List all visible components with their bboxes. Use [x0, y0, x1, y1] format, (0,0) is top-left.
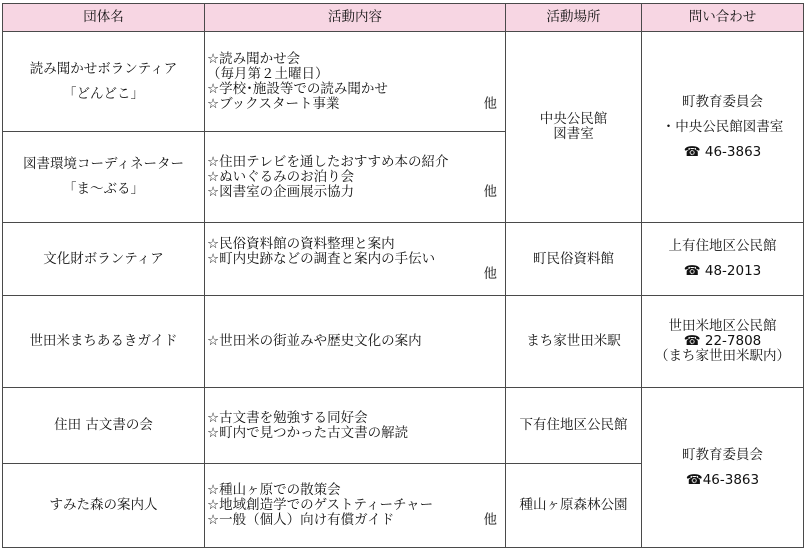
contact-cell	[642, 223, 804, 296]
activity-item: ☆ぬいぐるみのお泊り会	[207, 168, 355, 185]
activity-item: ☆古文書を勉強する同好会	[207, 409, 368, 426]
activity-item: ☆町内史跡などの調査と案内の手伝い	[207, 250, 436, 267]
group-name-cell	[3, 132, 205, 223]
place-name: 図書室	[553, 126, 594, 142]
phone-icon: ☎	[683, 143, 701, 160]
phone-number: 22-7808	[704, 333, 762, 349]
activity-cell	[205, 296, 506, 388]
activity-item: （毎月第２土曜日）	[207, 65, 329, 82]
activity-item: ☆図書室の企画展示協力	[207, 183, 355, 200]
activity-item: ☆世田米の街並みや歴史文化の案内	[207, 333, 422, 349]
group-name: すみた森の案内人	[49, 497, 158, 513]
activity-cell	[205, 388, 506, 464]
place-cell	[506, 296, 642, 388]
activity-cell	[205, 132, 506, 223]
activity-item: ☆民俗資料館の資料整理と案内	[207, 235, 395, 252]
etc-suffix: 他	[483, 265, 497, 282]
phone-icon: ☎	[685, 471, 703, 488]
contact-cell	[642, 32, 804, 223]
header-group-name: 団体名	[3, 4, 205, 32]
activity-item: ☆地域創造学でのゲストティーチャー	[207, 497, 434, 513]
group-name: 文化財ボランティア	[43, 250, 164, 267]
contact-org: ・中央公民館図書室	[661, 118, 784, 135]
activity-item: ☆種山ヶ原での散策会	[207, 482, 341, 498]
group-name-cell	[3, 32, 205, 132]
contact-cell	[642, 388, 804, 548]
place-cell	[506, 464, 642, 548]
contact-org: 上有住地区公民館	[668, 238, 777, 254]
phone-number: 48-2013	[704, 263, 762, 279]
activity-item: ☆一般（個人）向け有償ガイド	[207, 512, 395, 528]
phone-number: 46-3863	[704, 143, 762, 160]
place-cell	[506, 388, 642, 464]
table-row	[3, 296, 804, 388]
group-name: 世田米まちあるきガイド	[29, 333, 178, 349]
group-name-cell	[3, 464, 205, 548]
volunteer-groups-table	[2, 3, 804, 548]
place-name: 下有住地区公民館	[519, 417, 628, 433]
header-activity: 活動内容	[205, 4, 506, 32]
table-row	[3, 32, 804, 132]
activity-cell	[205, 32, 506, 132]
table-row	[3, 223, 804, 296]
contact-phone	[642, 145, 803, 160]
place-name: 町民俗資料館	[533, 250, 614, 267]
etc-suffix: 他	[483, 95, 497, 112]
activity-cell	[205, 464, 506, 548]
etc-suffix: 他	[483, 183, 497, 200]
activity-item: ☆町内で見つかった古文書の解読	[207, 424, 409, 441]
place-name: まち家世田米駅	[526, 333, 621, 349]
header-place: 活動場所	[506, 4, 642, 32]
place-name: 種山ヶ原森林公園	[519, 497, 628, 513]
contact-phone	[642, 264, 803, 279]
place-name: 中央公民館	[539, 111, 608, 127]
contact-note: （まち家世田米駅内）	[655, 348, 790, 364]
activity-item: ☆ブックスタート事業	[207, 95, 340, 112]
group-name: 読み聞かせボランティア	[29, 60, 178, 77]
contact-org: 町教育委員会	[682, 446, 763, 463]
activity-item: ☆学校･施設等での読み聞かせ	[207, 80, 388, 97]
place-cell	[506, 223, 642, 296]
contact-org: 世田米地区公民館	[668, 318, 777, 334]
group-name-cell	[3, 388, 205, 464]
activity-cell	[205, 223, 506, 296]
group-name-cell	[3, 223, 205, 296]
table-header-row	[3, 4, 804, 32]
place-cell	[506, 32, 642, 223]
contact-phone	[642, 473, 803, 488]
group-name: 図書環境コーディネーター	[23, 156, 184, 172]
phone-number: 46-3863	[702, 471, 760, 488]
group-name-cell	[3, 296, 205, 388]
group-nickname: 「ま～ぶる」	[63, 181, 144, 197]
activity-item: ☆住田テレビを通したおすすめ本の紹介	[207, 153, 449, 170]
contact-org: 町教育委員会	[682, 93, 763, 110]
header-contact: 問い合わせ	[642, 4, 804, 32]
table-row	[3, 388, 804, 464]
etc-suffix: 他	[483, 512, 497, 528]
contact-phone	[642, 334, 803, 349]
phone-icon: ☎	[683, 263, 701, 279]
group-nickname: 「どんどこ」	[63, 85, 144, 102]
activity-item: ☆読み聞かせ会	[207, 50, 301, 67]
contact-cell	[642, 296, 804, 388]
phone-icon: ☎	[683, 333, 701, 349]
group-name: 住田 古文書の会	[54, 417, 153, 433]
